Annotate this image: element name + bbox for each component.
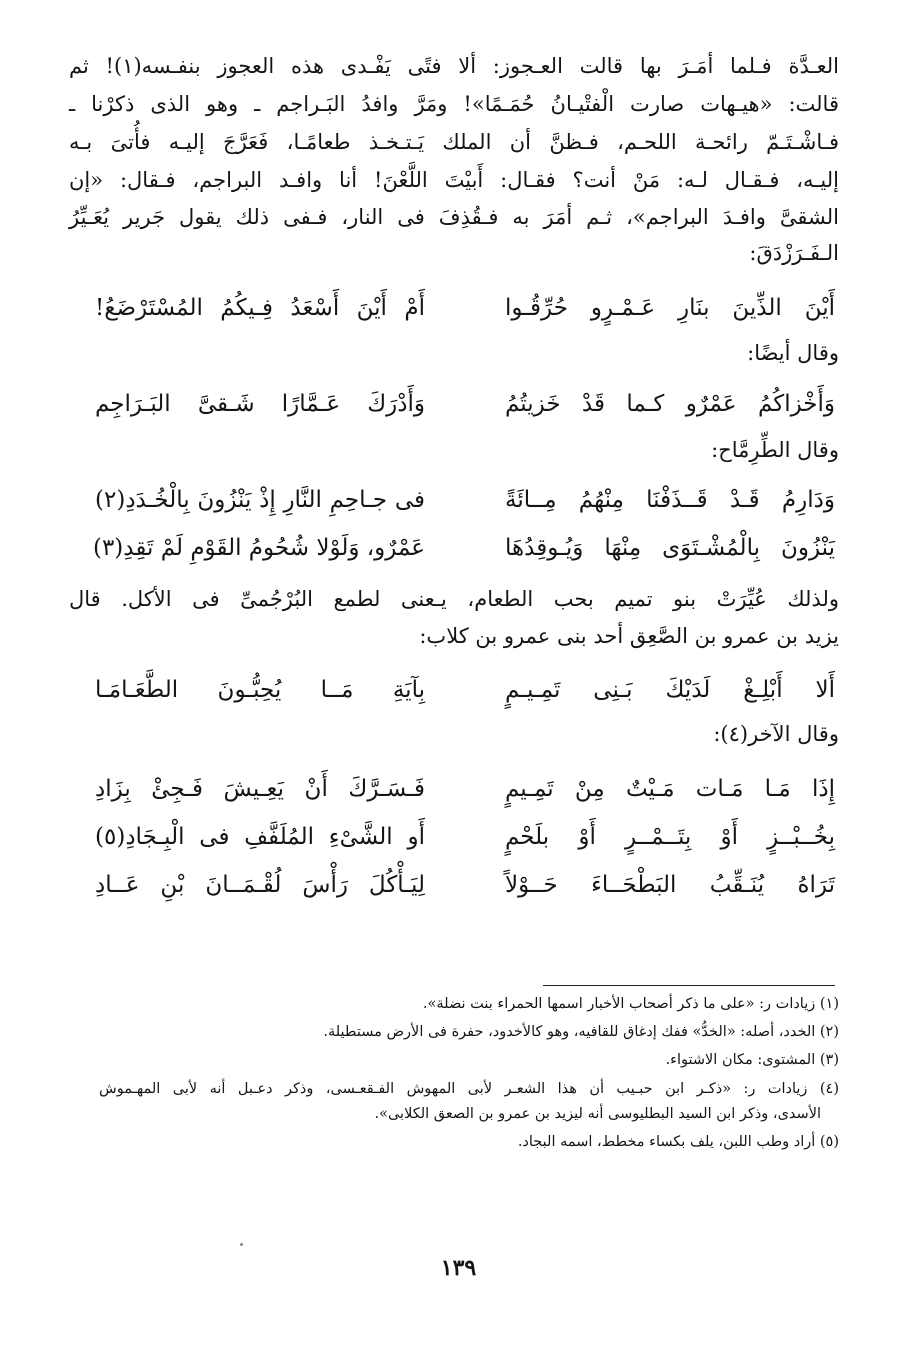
label-qal-aydan: وقال أيضًا: — [747, 341, 839, 365]
verse-1-first-hemistich: أَيْنَ الذِّينَ بنَارِ عَـمْـرٍو حُرِّقُـوا — [505, 295, 835, 321]
verse-8-first-hemistich: تَرَاهُ يُنَـقِّبُ البَطْحَــاءَ حَــوْلاً — [505, 872, 835, 898]
verse-3-first-hemistich: وَدَارِمُ قَـدْ قَــذَفْنَا مِنْهُمُ مِــائَةً — [505, 487, 835, 513]
footnote-1: (١) زيادات ر: «على ما ذكر أصحاب الأخبار اسمها الحمراء بنت نضلة». — [422, 996, 839, 1012]
verse-1-second-hemistich: أَمْ أَيْنَ أَسْعَدُ فِـيكُمُ المُسْتَرْضَعُ! — [95, 295, 425, 321]
verse-4-second-hemistich: عَمْرٌو، وَلَوْلا شُحُومُ القَوْمِ لَمْ تَقِدِ(٣) — [92, 535, 425, 561]
footnote-5: (٥) أراد وطب اللبن، يلف بكساء مخطط، اسمه البجاد. — [517, 1134, 839, 1150]
verse-2 — [95, 384, 835, 424]
verse-7 — [95, 817, 835, 857]
verse-2-second-hemistich: وَأَدْرَكَ عَـمَّارًا شَـقىَّ البَـرَاجِم — [95, 391, 425, 417]
body-line-5: الشقىَّ وافـدَ البراجم»، ثـم أمَرَ به فـقُذِفَ فى النار، فـفى ذلك يقول جَرير يُعَـيِّرُ — [69, 205, 839, 229]
verse-5-second-hemistich: بِآيَةِ مَــا يُحِبُّـونَ الطَّعَـامَـا — [95, 677, 425, 703]
verse-2-first-hemistich: وَأَخْزاكُمُ عَمْرٌو كـما قَدْ خَزيتُمُ — [505, 391, 835, 417]
scan-speck — [240, 1243, 243, 1246]
body-line-3: فـاشْـتَـمّ رائحـة اللحـم، فـظنَّ أن الملك يَـتـخـذ طعامًـا، فَعَرَّجَ إليـه فأُتىَ بـه — [69, 130, 839, 154]
verse-5 — [95, 670, 835, 710]
body-line-6: الـفَـرَزْدَقَ: — [749, 241, 839, 265]
verse-8 — [95, 865, 835, 905]
verse-7-first-hemistich: بِخُــبْــزٍ أَوْ بِتَــمْــرٍ أَوْ بلَحْمٍ — [505, 824, 835, 850]
footnote-4-continuation: الأسدى، وذكر ابن السيد البطليوسى أنه ليزيد بن عمرو بن الصعق الكلابى». — [374, 1106, 821, 1122]
label-tirimmah: وقال الطِّرِمَّاح: — [711, 438, 839, 462]
footnote-separator — [543, 985, 835, 986]
verse-4 — [92, 528, 835, 568]
body-line-2: قالت: «هيـهات صارت الْفتْيـانُ حُمَـمًا»! ومَرَّ وافدُ البَـراجم ـ وهو الذى ذكرْنا ـ — [69, 92, 839, 116]
footnote-4: (٤) زيادات ر: «ذكـر ابن حبـيب أن هذا الشعـر لأبى المهوش الفـقعـسى، وذكر دعـبل أنه لأبى المهـموش — [99, 1081, 839, 1097]
verse-3 — [95, 480, 835, 520]
verse-8-second-hemistich: لِيَـأْكُلَ رَأْسَ لُقْـمَــانَ بْنِ عَــادِ — [95, 872, 425, 898]
verse-3-second-hemistich: فى جـاحِمِ النَّارِ إِذْ يَنْزُونَ بِالْخُـدَدِ(٢) — [95, 487, 425, 513]
footnote-2: (٢) الخدد، أصله: «الخدُّ» ففك إدغاق للقافيه، وهو كالأخدود، حفرة فى الأرض مستطيلة. — [323, 1024, 839, 1040]
verse-6 — [95, 769, 835, 809]
verse-6-first-hemistich: إِذَا مَـا مَـات مَـيْتٌ مِنْ تَمِـيمٍ — [505, 776, 835, 802]
page-number: ١٣٩ — [440, 1255, 477, 1281]
body-line-1: العـدَّة فـلما أمَـرَ بها قالت العـجوز: ألا فتًى يَفْـدى هذه العجوز بنفـسه(١)! ثم — [69, 54, 839, 78]
mid-line-2: يزيد بن عمرو بن الصَّعِق أحد بنى عمرو بن كلاب: — [419, 624, 839, 648]
footnote-3: (٣) المشتوى: مكان الاشتواء. — [665, 1052, 839, 1068]
mid-line-1: ولذلك عُيِّرَتْ بنو تميم بحب الطعام، يـعنى لطمع البُرْجُمىِّ فى الأكل. قال — [69, 587, 839, 611]
verse-6-second-hemistich: فَـسَـرَّكَ أَنْ يَعِـيشَ فَـجِئْ بِزَادِ — [95, 776, 425, 802]
verse-7-second-hemistich: أَو الشَّىْءِ المُلَفَّفِ فى الْبِـجَادِ(٥) — [95, 824, 425, 850]
verse-1 — [95, 288, 835, 328]
verse-4-first-hemistich: يَنْزُونَ بِالْمُشْـتَوَى مِنْهَا وَيُـوقِدُهَا — [505, 535, 835, 561]
body-line-4: إليـه، فـقـال لـه: مَنْ أنت؟ فقـال: أَبيْتَ اللَّعْنَ! أنا وافـد البراجم، فـقال: «إن — [69, 168, 839, 192]
label-qal-al-akhar: وقال الآخر(٤): — [713, 722, 839, 746]
verse-5-first-hemistich: أَلا أَبْلِـغْ لَدَيْكَ بَـنِى تَمِـيـمٍ — [505, 677, 835, 703]
